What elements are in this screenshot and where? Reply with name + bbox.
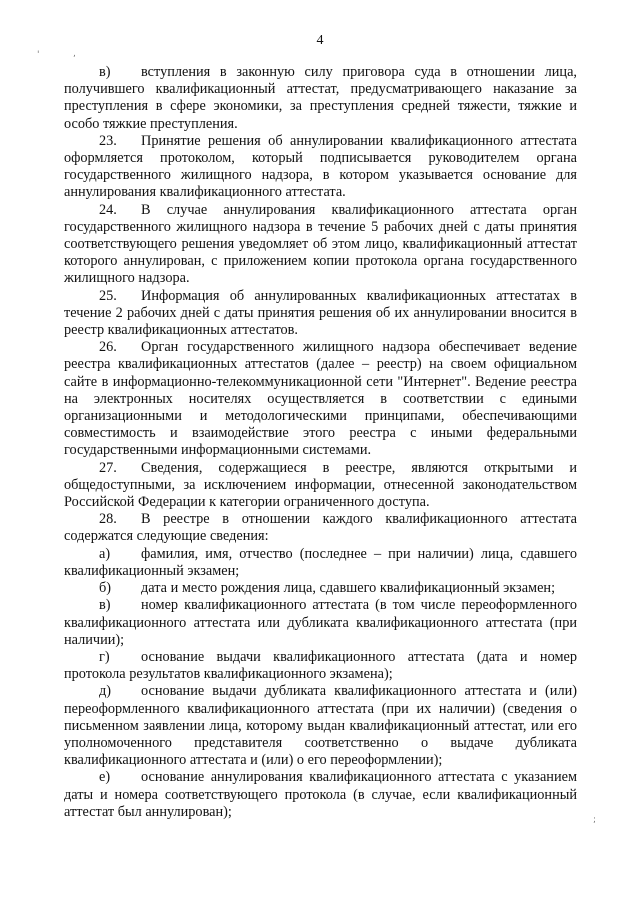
paragraph-text: фамилия, имя, отчество (последнее – при наличии) лица, сдавшего квалификационный экзамен; xyxy=(64,545,577,579)
paragraph-text: Принятие решения об аннулировании квалификационного аттестата оформляется протоколом, который подписывается руководителем органа государственного жилищного надзора, в котором указывается основание для аннулирования квалификационного аттестата. xyxy=(64,132,577,201)
item-marker: д) xyxy=(99,683,112,700)
paragraph-text: Информация об аннулированных квалификационных аттестатах в течение 2 рабочих дней с даты принятия решения об их аннулировании вносится в реестр квалификационных аттестатов. xyxy=(64,287,577,339)
list-item-d xyxy=(64,683,577,769)
list-item-a xyxy=(64,546,577,580)
document-body xyxy=(64,64,577,821)
paragraph-text: Сведения, содержащиеся в реестре, являются открытыми и общедоступными, за исключением информации, отнесенной законодательством Российской Федерации к категории ограниченного доступа. xyxy=(64,459,577,511)
paragraph-text: вступления в законную силу приговора суда в отношении лица, получившего квалификационный аттестат, предусматривающего наказание за преступления в сфере экономики, за преступления средней тяжести, тяжкие и особо тяжкие преступления. xyxy=(64,64,577,132)
item-marker: 25. xyxy=(99,287,117,304)
item-marker: 23. xyxy=(99,132,117,149)
item-marker: е) xyxy=(99,769,111,786)
item-marker: в) xyxy=(99,597,111,614)
paragraph-24 xyxy=(64,202,577,288)
list-item-g xyxy=(64,649,577,683)
paragraph-27 xyxy=(64,460,577,512)
paragraph-text: основание выдачи квалификационного аттестата (дата и номер протокола результатов квалификационного экзамена); xyxy=(64,648,577,683)
scan-speck: ; xyxy=(593,815,597,825)
list-item-e xyxy=(64,769,577,821)
item-marker: в) xyxy=(99,64,111,80)
paragraph-v-effective-sentence xyxy=(64,64,577,133)
paragraph-text: дата и место рождения лица, сдавшего квалификационный экзамен; xyxy=(141,580,556,597)
paragraph-23 xyxy=(64,133,577,202)
paragraph-26 xyxy=(64,339,577,459)
item-marker: 24. xyxy=(99,201,117,218)
paragraph-text: основание аннулирования квалификационного аттестата с указанием даты и номера соответствующего протокола (в случае, если квалификационный аттестат был аннулирован); xyxy=(64,769,577,820)
item-marker: 26. xyxy=(99,339,117,356)
list-item-b xyxy=(64,580,577,597)
paragraph-text: Орган государственного жилищного надзора обеспечивает ведение реестра квалификационных аттестатов (далее – реестр) на своем официальном сайте в информационно-телекоммуникационной сети "Интернет". Ведение реестра на электронных носителях осуществляется в соответствии с едиными организационными и методологическими принципами, обеспечивающими совместимость и взаимодействие этого реестра с иными федеральными государственными информационными системами. xyxy=(64,339,577,459)
item-marker: г) xyxy=(99,648,110,665)
item-marker: б) xyxy=(99,580,112,597)
paragraph-text: В случае аннулирования квалификационного аттестата орган государственного жилищного надзора в течение 5 рабочих дней с даты принятия соответствующего решения уведомляет об этом лицо, квалификационный аттестат которого аннулирован, с приложением копии протокола органа государственного жилищного надзора. xyxy=(64,201,577,287)
paragraph-text: номер квалификационного аттестата (в том числе переоформленного квалификационного аттестата или дубликата квалификационного аттестата (при наличии); xyxy=(64,597,577,648)
page-number: 4 xyxy=(316,33,324,48)
list-item-v xyxy=(64,597,577,649)
item-marker: а) xyxy=(99,545,111,562)
scan-speck: , xyxy=(73,49,76,59)
scan-speck: ' xyxy=(37,50,40,60)
paragraph-text: основание выдачи дубликата квалификационного аттестата и (или) переоформленного квалификационного аттестата (при их наличии) (сведения о письменном заявлении лица, которому выдан квалификационный аттестат, или его уполномоченного представителя соответственно о выдаче дубликата квалификационного аттестата и (или) о его переоформлении); xyxy=(64,683,577,769)
paragraph-25 xyxy=(64,288,577,340)
item-marker: 27. xyxy=(99,459,117,476)
item-marker: 28. xyxy=(99,511,117,528)
paragraph-text: В реестре в отношении каждого квалификационного аттестата содержатся следующие сведения: xyxy=(64,511,577,545)
paragraph-28 xyxy=(64,511,577,545)
